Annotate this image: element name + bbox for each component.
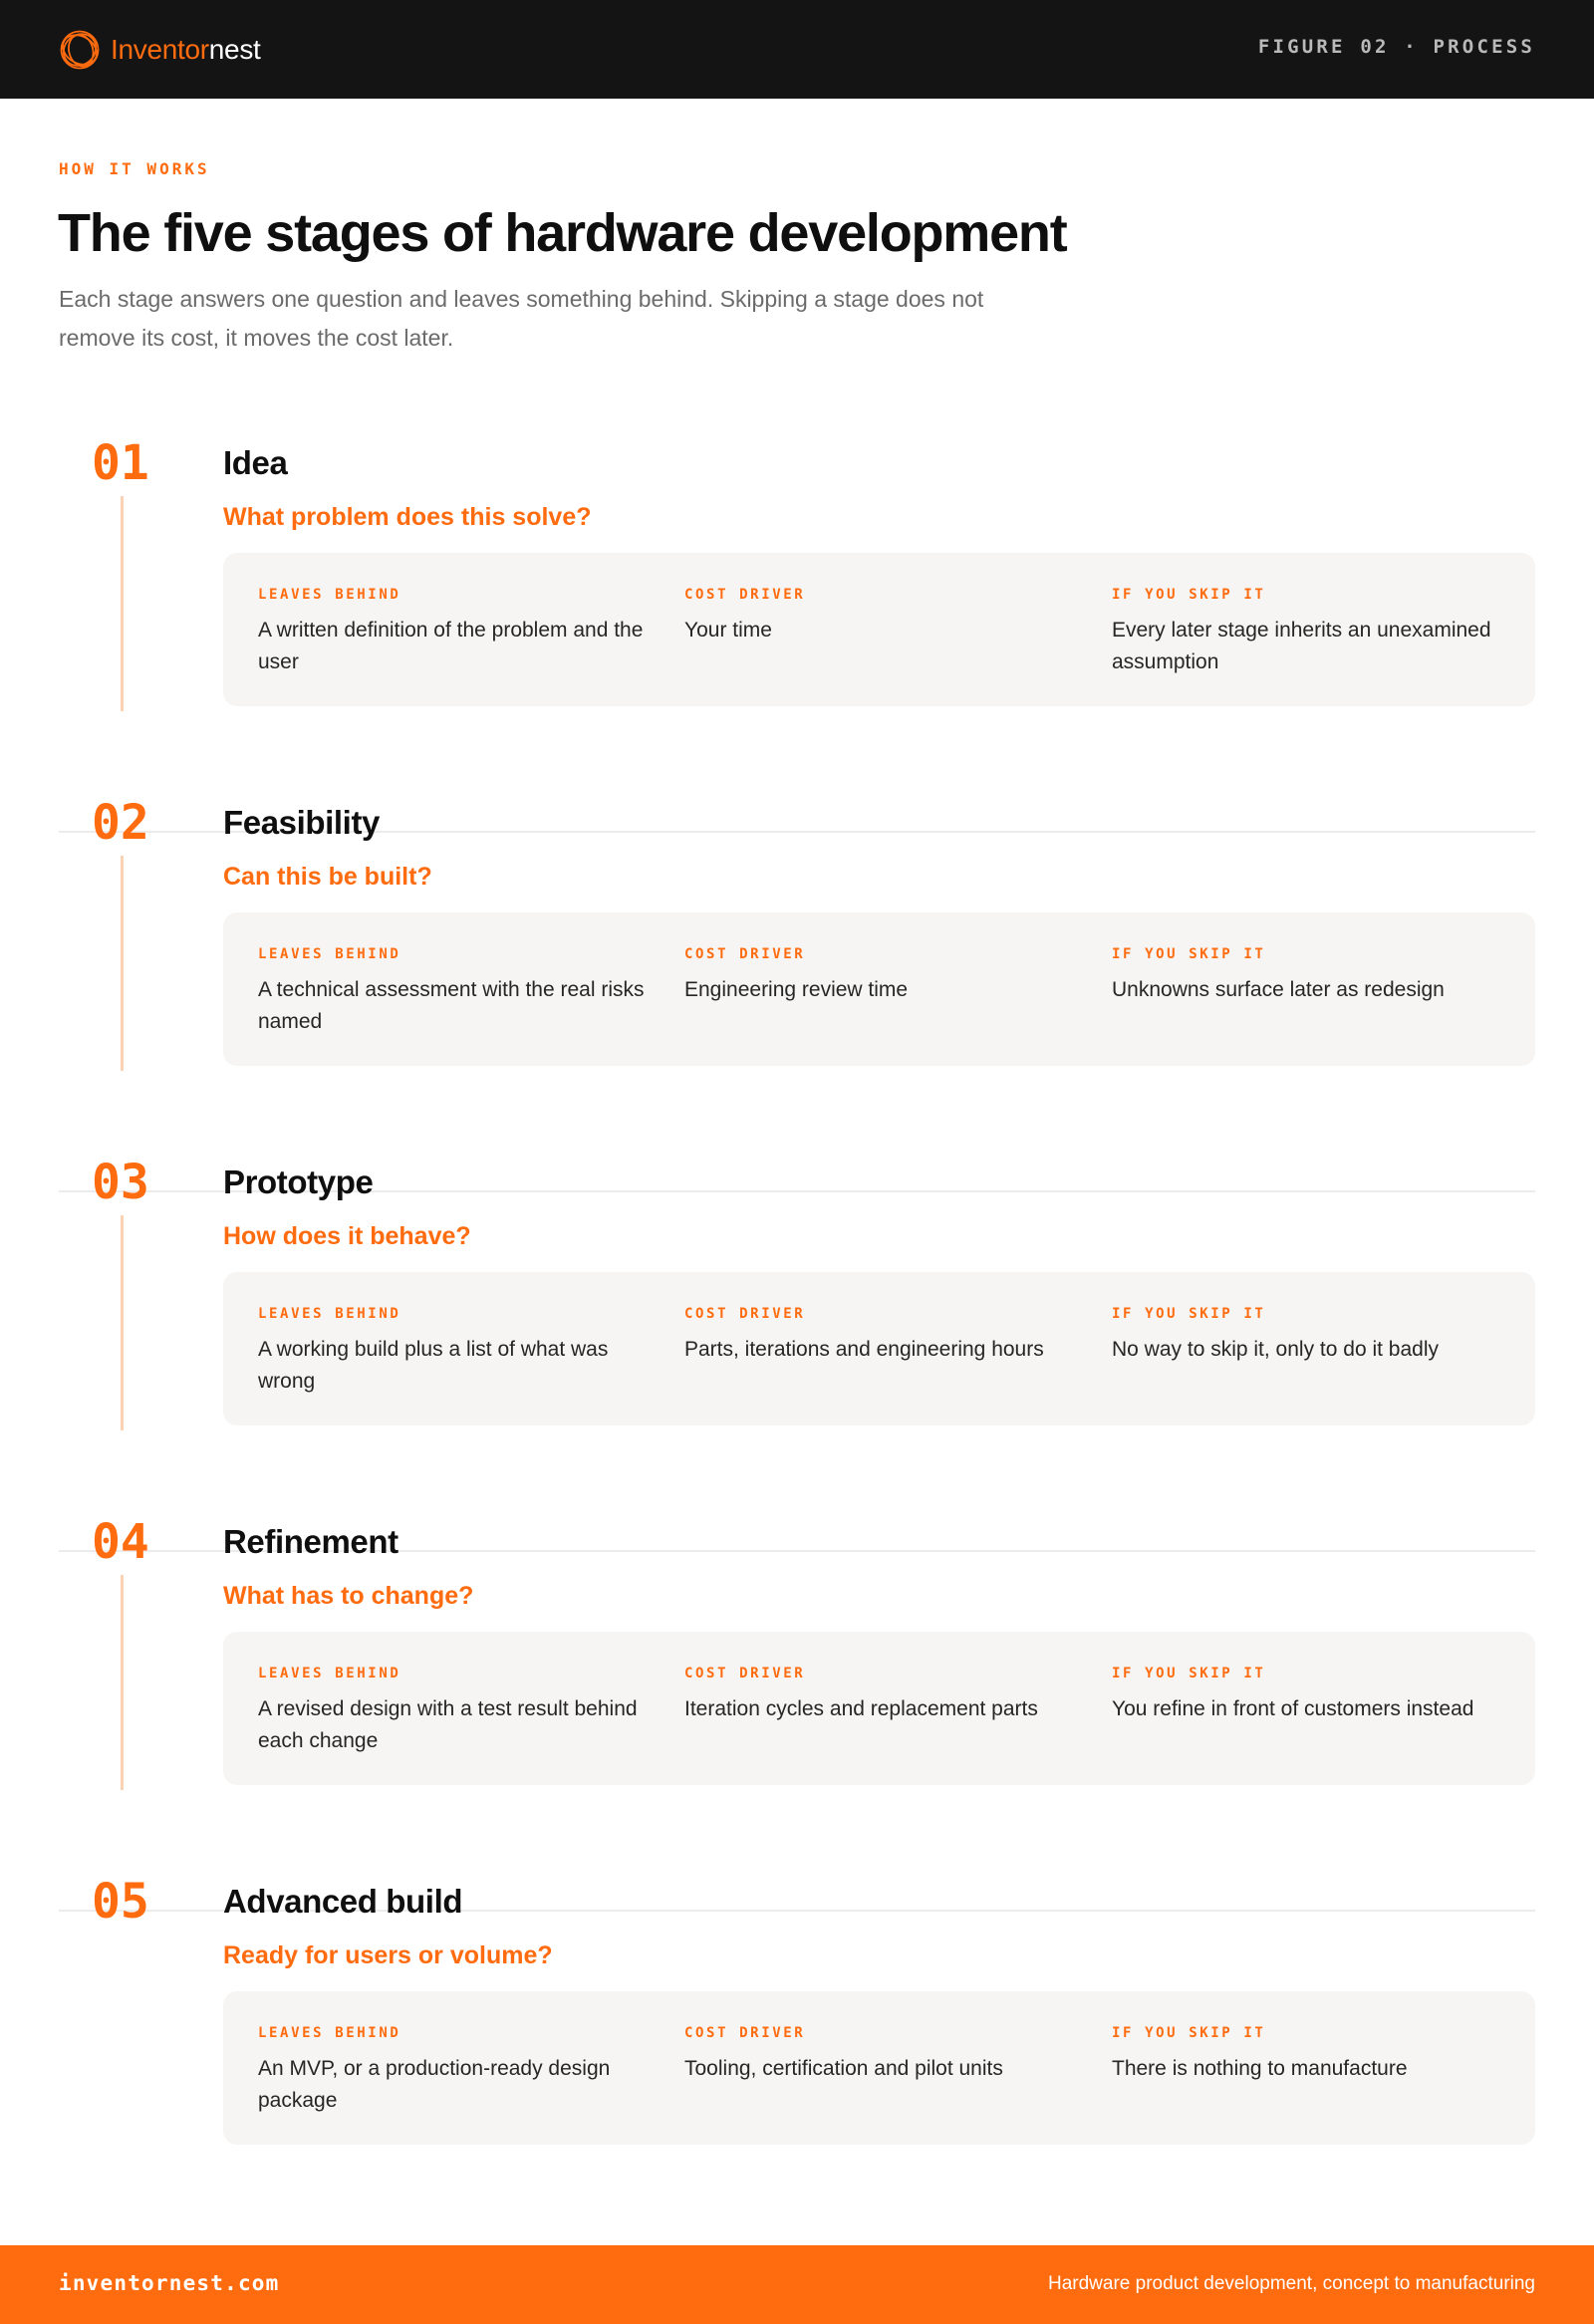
page-title: The five stages of hardware development (58, 203, 1067, 263)
footer-tagline: Hardware product development, concept to manufacturing (1048, 2273, 1535, 2294)
stage-feasibility (0, 795, 1594, 1154)
leaves-behind-label: LEAVES BEHIND (258, 1306, 401, 1322)
if-you-skip-it-column (1112, 1304, 1500, 1366)
if-you-skip-it-text: Unknowns surface later as redesign (1112, 978, 1445, 1001)
stage-number: 02 (92, 795, 149, 851)
if-you-skip-it-column (1112, 585, 1500, 678)
stage-detail-card (223, 1991, 1535, 2145)
if-you-skip-it-column (1112, 2023, 1500, 2085)
brand-name-part2: nest (208, 34, 261, 65)
cost-driver-text: Iteration cycles and replacement parts (684, 1697, 1038, 1720)
leaves-behind-column (258, 2023, 647, 2117)
stage-title: Idea (223, 444, 288, 481)
if-you-skip-it-column (1112, 944, 1500, 1006)
if-you-skip-it-column (1112, 1664, 1500, 1725)
stage-prototype (0, 1155, 1594, 1513)
stage-refinement (0, 1514, 1594, 1873)
stage-number: 05 (92, 1874, 149, 1930)
cost-driver-text: Engineering review time (684, 978, 909, 1001)
stage-title: Refinement (223, 1523, 398, 1560)
timeline-line (121, 1575, 124, 1790)
cost-driver-label: COST DRIVER (684, 1306, 806, 1322)
leaves-behind-column (258, 1664, 647, 1757)
stage-question: Ready for users or volume? (223, 1941, 553, 1969)
cost-driver-label: COST DRIVER (684, 587, 806, 603)
top-bar (0, 0, 1594, 99)
stage-advanced-build (0, 1874, 1594, 2232)
if-you-skip-it-label: IF YOU SKIP IT (1112, 587, 1266, 603)
timeline-line (121, 496, 124, 711)
stage-question: What problem does this solve? (223, 503, 592, 531)
stage-number: 04 (92, 1514, 149, 1570)
cost-driver-label: COST DRIVER (684, 2025, 806, 2041)
leaves-behind-text: A revised design with a test result behind each change (258, 1697, 638, 1752)
cost-driver-column (684, 944, 1073, 1006)
if-you-skip-it-text: You refine in front of customers instead (1112, 1697, 1474, 1720)
leaves-behind-label: LEAVES BEHIND (258, 1666, 401, 1681)
leaves-behind-text: A working build plus a list of what was wrong (258, 1338, 609, 1393)
orbit-swirl-logo-icon (58, 28, 102, 72)
brand-logo[interactable] (58, 28, 261, 72)
leaves-behind-column (258, 944, 647, 1038)
leaves-behind-column (258, 1304, 647, 1398)
cost-driver-column (684, 1304, 1073, 1366)
cost-driver-column (684, 585, 1073, 646)
cost-driver-text: Your time (684, 619, 772, 642)
stage-title: Feasibility (223, 804, 380, 841)
stage-question: How does it behave? (223, 1222, 471, 1250)
stage-title: Advanced build (223, 1883, 463, 1920)
if-you-skip-it-label: IF YOU SKIP IT (1112, 1306, 1266, 1322)
cost-driver-column (684, 1664, 1073, 1725)
leaves-behind-label: LEAVES BEHIND (258, 587, 401, 603)
if-you-skip-it-label: IF YOU SKIP IT (1112, 2025, 1266, 2041)
cost-driver-text: Parts, iterations and engineering hours (684, 1338, 1044, 1361)
stage-number: 01 (92, 435, 149, 491)
stage-detail-card (223, 1632, 1535, 1785)
cost-driver-text: Tooling, certification and pilot units (684, 2057, 1003, 2080)
footer-website-link[interactable]: inventornest.com (59, 2271, 280, 2295)
if-you-skip-it-label: IF YOU SKIP IT (1112, 1666, 1266, 1681)
cost-driver-column (684, 2023, 1073, 2085)
leaves-behind-label: LEAVES BEHIND (258, 946, 401, 962)
stage-question: What has to change? (223, 1582, 474, 1610)
leaves-behind-text: A written definition of the problem and the user (258, 619, 644, 673)
brand-name-part1: Inventor (111, 34, 209, 65)
stage-detail-card (223, 1272, 1535, 1425)
stage-detail-card (223, 553, 1535, 706)
stage-detail-card (223, 912, 1535, 1066)
stage-idea (0, 435, 1594, 794)
if-you-skip-it-text: No way to skip it, only to do it badly (1112, 1338, 1439, 1361)
leaves-behind-label: LEAVES BEHIND (258, 2025, 401, 2041)
leaves-behind-column (258, 585, 647, 678)
cost-driver-label: COST DRIVER (684, 946, 806, 962)
stage-title: Prototype (223, 1163, 374, 1200)
timeline-line (121, 856, 124, 1071)
intro-paragraph: Each stage answers one question and leaves something behind. Skipping a stage does not remove its cost, it moves the cost later. (59, 286, 984, 351)
stage-number: 03 (92, 1155, 149, 1210)
brand-name (111, 34, 261, 66)
if-you-skip-it-text: Every later stage inherits an unexamined assumption (1112, 619, 1491, 673)
section-eyebrow: HOW IT WORKS (59, 159, 210, 178)
timeline-line (121, 1215, 124, 1430)
figure-label: FIGURE 02 · PROCESS (1257, 36, 1535, 58)
leaves-behind-text: A technical assessment with the real risks named (258, 978, 645, 1033)
stage-question: Can this be built? (223, 863, 432, 891)
if-you-skip-it-text: There is nothing to manufacture (1112, 2057, 1408, 2080)
if-you-skip-it-label: IF YOU SKIP IT (1112, 946, 1266, 962)
cost-driver-label: COST DRIVER (684, 1666, 806, 1681)
leaves-behind-text: An MVP, or a production-ready design package (258, 2057, 611, 2112)
footer-bar (0, 2245, 1594, 2324)
